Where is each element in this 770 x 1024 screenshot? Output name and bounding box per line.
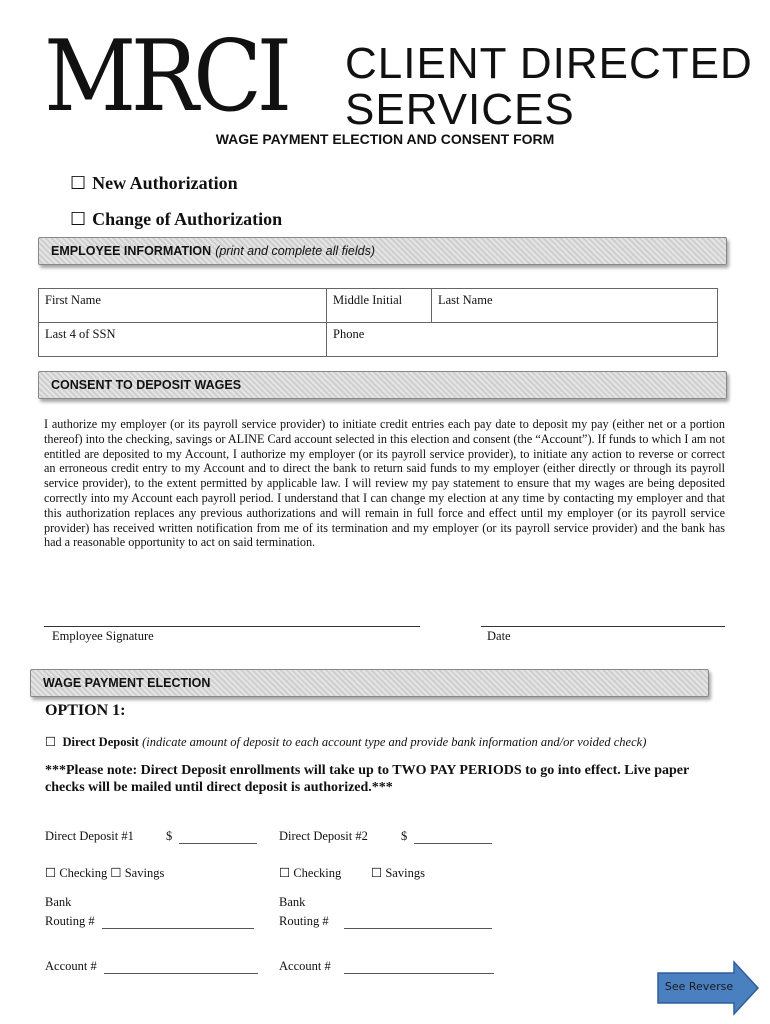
- change-authorization-label: Change of Authorization: [92, 209, 283, 229]
- wage-payment-title: WAGE PAYMENT ELECTION: [43, 676, 211, 690]
- last-name-label: Last Name: [438, 293, 493, 307]
- dd1-bank-label: Bank: [45, 895, 72, 909]
- consent-text: I authorize my employer (or its payroll service provider) to initiate credit entries each pay date to deposit my pay (either net or a portion thereof) into the checking, savings or ALINE Card account selected in this election and consent (the “Account”). If funds to which I am not entitled are deposited to my Account, I authorize my employer (or its payroll service provider), to initiate any action to reverse or correct an erroneous credit entry to my Account and to direct the bank to return said funds to my employer (either directly or through its payroll service provider), to the extent permitted by applicable law. I will review my pay statement to ensure that my wages are being deposited correctly into my Account each payroll period. I understand that I can change my election at any time by contacting my employer and that this authorization replaces any previous authorizations and will remain in full force and effect until my employer (or its payroll service provider) has received written notification from me of its termination and my employer (or its payroll service provider) and the bank has had a reasonable opportunity to act on said termination.: [44, 417, 725, 550]
- dd2-routing[interactable]: [279, 914, 492, 929]
- savings-label: Savings: [124, 866, 165, 880]
- direct-deposit-label: Direct Deposit: [62, 735, 139, 749]
- checkbox-icon[interactable]: ☐: [70, 173, 87, 194]
- wage-payment-header: [30, 669, 709, 697]
- direct-deposit-note: (indicate amount of deposit to each account type and provide bank information and/or voided check): [142, 735, 647, 749]
- amount-line[interactable]: [414, 830, 492, 844]
- checking-label: Checking: [293, 866, 342, 880]
- routing-label: Routing #: [45, 914, 95, 928]
- employee-signature-label: Employee Signature: [52, 629, 154, 643]
- checkbox-icon[interactable]: ☐: [279, 865, 291, 880]
- amount-line[interactable]: [179, 830, 257, 844]
- savings-label: Savings: [385, 866, 425, 880]
- direct-deposit-2-label: Direct Deposit #2: [279, 829, 368, 843]
- dd1-routing[interactable]: [45, 914, 254, 929]
- last-name-field[interactable]: [432, 289, 718, 323]
- checkbox-icon[interactable]: ☐: [371, 865, 383, 880]
- option-1-title: OPTION 1:: [45, 702, 126, 719]
- direct-deposit-2-amount[interactable]: [401, 829, 492, 844]
- date-line[interactable]: [481, 626, 725, 627]
- employee-information-title: EMPLOYEE INFORMATION: [51, 244, 212, 258]
- account-label: Account #: [279, 959, 331, 973]
- checkbox-icon[interactable]: ☐: [45, 865, 57, 880]
- dd2-account[interactable]: [279, 959, 494, 974]
- account-line[interactable]: [344, 960, 494, 974]
- checkbox-icon[interactable]: ☐: [110, 865, 122, 880]
- phone-label: Phone: [333, 327, 365, 341]
- first-name-field[interactable]: [39, 289, 327, 323]
- employee-information-note: (print and complete all fields): [215, 244, 375, 258]
- see-reverse-label: See Reverse: [664, 980, 734, 993]
- logo-client-directed: CLIENT DIRECTED: [345, 39, 753, 88]
- change-authorization-option[interactable]: [70, 209, 282, 230]
- new-authorization-option[interactable]: [70, 173, 238, 194]
- dd1-account-type: [45, 865, 164, 881]
- dd2-checking: [279, 865, 341, 881]
- direct-deposit-1-amount[interactable]: [166, 829, 257, 844]
- dd1-account[interactable]: [45, 959, 258, 974]
- routing-line[interactable]: [102, 915, 254, 929]
- dd2-savings: [371, 865, 425, 881]
- first-name-label: First Name: [45, 293, 101, 307]
- phone-field[interactable]: [327, 323, 718, 357]
- dollar-sign: $: [166, 829, 173, 843]
- checkbox-icon[interactable]: ☐: [45, 734, 57, 749]
- routing-label: Routing #: [279, 914, 329, 928]
- dollar-sign: $: [401, 829, 408, 843]
- employee-information-header: [38, 237, 727, 265]
- routing-line[interactable]: [344, 915, 492, 929]
- direct-deposit-notice: ***Please note: Direct Deposit enrollments will take up to TWO PAY PERIODS to go into effect. Live paper checks will be mailed until direct deposit is authorized.***: [45, 763, 689, 795]
- middle-initial-label: Middle Initial: [333, 293, 403, 307]
- form-title: WAGE PAYMENT ELECTION AND CONSENT FORM: [215, 131, 555, 147]
- ssn-field[interactable]: [39, 323, 327, 357]
- signature-line[interactable]: [44, 626, 420, 627]
- account-line[interactable]: [104, 960, 258, 974]
- consent-title: CONSENT TO DEPOSIT WAGES: [51, 378, 242, 392]
- new-authorization-label: New Authorization: [92, 173, 238, 193]
- date-label: Date: [487, 629, 511, 643]
- logo-services: SERVICES: [345, 85, 575, 134]
- dd2-bank-label: Bank: [279, 895, 306, 909]
- see-reverse-arrow[interactable]: [656, 960, 760, 1016]
- account-label: Account #: [45, 959, 97, 973]
- checkbox-icon[interactable]: ☐: [70, 209, 87, 230]
- direct-deposit-1-label: Direct Deposit #1: [45, 829, 134, 843]
- ssn-label: Last 4 of SSN: [45, 327, 116, 341]
- consent-header: [38, 371, 727, 399]
- middle-initial-field[interactable]: [327, 289, 432, 323]
- employee-information-table: [38, 288, 718, 357]
- logo-mrci: MRCI: [44, 20, 287, 134]
- checking-label: Checking: [59, 866, 108, 880]
- direct-deposit-option[interactable]: [45, 734, 646, 750]
